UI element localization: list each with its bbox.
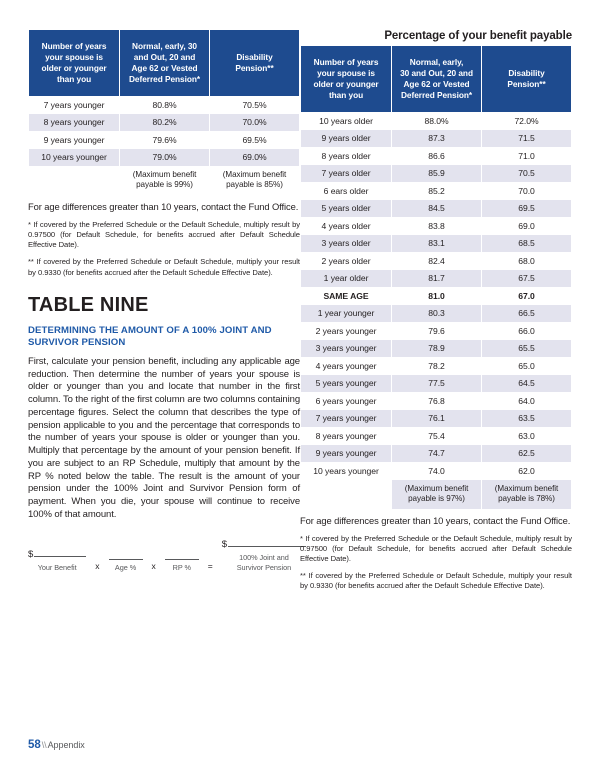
- cell-max-disability: [482, 480, 571, 509]
- dollar-sign-result: $: [221, 539, 228, 551]
- header-line: Disability: [508, 68, 545, 79]
- header-line: than you: [56, 73, 92, 84]
- cell-label: 10 years younger: [29, 149, 119, 167]
- cell-label: 9 years older: [301, 130, 391, 148]
- formula-result-field: [222, 535, 306, 571]
- page-title: TABLE NINE: [28, 293, 149, 316]
- header-line: your spouse is: [45, 52, 103, 63]
- table-row: [301, 340, 571, 358]
- cell-label: 8 years younger: [29, 114, 119, 132]
- max-line: payable is 78%): [498, 493, 555, 503]
- formula-label-result: [222, 553, 306, 571]
- cell-disability: 62.5: [482, 445, 571, 463]
- table-row: [301, 445, 571, 463]
- table-row: [301, 427, 571, 445]
- table-row: [301, 165, 571, 183]
- header-line: Normal, early, 30: [132, 41, 197, 52]
- footnote-single-asterisk: * If covered by the Preferred Schedule or the Default Schedule, multiply result by 0.97500 (for Default Schedule, for benefits accrued after Default Schedule Effective Date).: [300, 533, 572, 563]
- cell-label: 5 years older: [301, 200, 391, 218]
- cell-normal: 79.6%: [120, 131, 209, 149]
- table-header-normal-pension: [120, 30, 209, 96]
- table-header-normal-pension: [392, 46, 481, 112]
- table-header-row: [301, 46, 571, 112]
- header-line: Normal, early,: [409, 57, 464, 68]
- table-row: [29, 114, 299, 132]
- table-row: [301, 462, 571, 480]
- cell-disability: 72.0%: [482, 112, 571, 130]
- table-max-benefit-row: [301, 480, 571, 509]
- benefit-blank-line[interactable]: [34, 545, 86, 557]
- cell-disability: 69.5%: [210, 131, 299, 149]
- max-line: (Maximum benefit: [132, 170, 197, 179]
- footnote-single-asterisk: * If covered by the Preferred Schedule or the Default Schedule, multiply result by 0.97500 (for Default Schedule, for benefits accrued after Default Schedule Effective Date).: [28, 220, 300, 250]
- table-row: [29, 96, 299, 114]
- max-line: payable is 99%): [136, 180, 193, 190]
- page-footer: [28, 739, 85, 751]
- cell-disability: 63.5: [482, 410, 571, 428]
- cell-normal: 74.0: [392, 462, 481, 480]
- result-label-line: 100% Joint and: [239, 553, 289, 563]
- header-line: Deferred Pension*: [128, 73, 201, 84]
- cell-label: 3 years older: [301, 235, 391, 253]
- header-line: Number of years: [313, 57, 379, 68]
- cell-label: 2 years older: [301, 252, 391, 270]
- cell-disability: 70.0%: [210, 114, 299, 132]
- table-header-years: [301, 46, 391, 112]
- formula-label-rp: RP %: [172, 562, 191, 572]
- max-line: (Maximum benefit: [494, 483, 559, 493]
- max-line: (Maximum benefit: [404, 483, 469, 493]
- cell-label: 6 ears older: [301, 182, 391, 200]
- cell-label: 2 years younger: [301, 322, 391, 340]
- cell-disability: 64.0: [482, 392, 571, 410]
- cell-label: 4 years younger: [301, 357, 391, 375]
- max-line: (Maximum benefit: [222, 170, 287, 179]
- table-header-disability-pension: [210, 30, 299, 96]
- table-row: [301, 200, 571, 218]
- cell-disability: 71.0: [482, 147, 571, 165]
- left-percentage-table: [28, 30, 300, 195]
- section-subheading: DETERMINING THE AMOUNT OF A 100% JOINT AND SURVIVOR PENSION: [28, 324, 272, 348]
- table-max-benefit-row: [29, 166, 299, 195]
- cell-normal: 78.2: [392, 357, 481, 375]
- joint-survivor-formula: [28, 535, 300, 595]
- cell-normal: 85.2: [392, 182, 481, 200]
- cell-disability: 68.5: [482, 235, 571, 253]
- cell-label: 6 years younger: [301, 392, 391, 410]
- cell-normal: 79.6: [392, 322, 481, 340]
- table-row: [301, 287, 571, 305]
- multiply-operator-1: x: [95, 560, 100, 571]
- cell-blank: [29, 166, 119, 195]
- cell-normal: 77.5: [392, 375, 481, 393]
- cell-normal: 87.3: [392, 130, 481, 148]
- cell-max-normal: [120, 166, 209, 195]
- cell-label: 1 year older: [301, 270, 391, 288]
- max-line: payable is 97%): [408, 493, 465, 503]
- cell-max-disability: [210, 166, 299, 195]
- dollar-sign: $: [28, 548, 34, 560]
- cell-normal: 76.1: [392, 410, 481, 428]
- cell-normal: 88.0%: [392, 112, 481, 130]
- header-line: than you: [328, 89, 364, 100]
- formula-row: [28, 535, 300, 571]
- max-line: payable is 85%): [226, 180, 283, 190]
- cell-label: 7 years younger: [29, 96, 119, 114]
- header-line: and Out, 20 and: [133, 52, 196, 63]
- cell-disability: 70.5: [482, 165, 571, 183]
- table-header-row: [29, 30, 299, 96]
- cell-label: 10 years younger: [301, 462, 391, 480]
- left-table-body: [29, 96, 299, 195]
- table-row: [301, 410, 571, 428]
- age-blank-line[interactable]: [109, 548, 143, 560]
- multiply-operator-2: x: [151, 560, 156, 571]
- table-row: [301, 112, 571, 130]
- cell-blank: [301, 480, 391, 509]
- cell-label: 10 years older: [301, 112, 391, 130]
- cell-disability: 65.5: [482, 340, 571, 358]
- header-line: older or younger: [313, 79, 379, 89]
- cell-normal: 83.8: [392, 217, 481, 235]
- header-line: Pension**: [507, 79, 546, 89]
- cell-label: 9 years younger: [301, 445, 391, 463]
- cell-disability: 62.0: [482, 462, 571, 480]
- result-label-line: Survivor Pension: [236, 562, 292, 572]
- contact-fund-office-note: For age differences greater than 10 years, contact the Fund Office.: [28, 201, 299, 213]
- page-number: 58: [28, 739, 41, 751]
- table-row: [301, 252, 571, 270]
- cell-disability: 69.5: [482, 200, 571, 218]
- table-row: [301, 182, 571, 200]
- cell-label: 7 years older: [301, 165, 391, 183]
- header-line: Number of years: [41, 41, 107, 52]
- formula-rp-field: [165, 548, 199, 572]
- cell-normal: 75.4: [392, 427, 481, 445]
- header-line: Disability: [236, 52, 273, 63]
- cell-label: 8 years older: [301, 147, 391, 165]
- cell-normal: 74.7: [392, 445, 481, 463]
- result-blank-line[interactable]: [228, 535, 306, 547]
- header-line: your spouse is: [317, 68, 375, 79]
- cell-disability: 64.5: [482, 375, 571, 393]
- cell-label: 8 years younger: [301, 427, 391, 445]
- table-row: [29, 131, 299, 149]
- cell-normal: 76.8: [392, 392, 481, 410]
- table-row: [29, 149, 299, 167]
- cell-label: 5 years younger: [301, 375, 391, 393]
- cell-normal: 80.2%: [120, 114, 209, 132]
- cell-disability: 66.0: [482, 322, 571, 340]
- cell-normal: 86.6: [392, 147, 481, 165]
- table-row: [301, 357, 571, 375]
- header-line: Deferred Pension*: [400, 89, 473, 100]
- cell-disability: 69.0%: [210, 149, 299, 167]
- cell-max-normal: [392, 480, 481, 509]
- cell-normal: 81.0: [392, 287, 481, 305]
- cell-label: 7 years younger: [301, 410, 391, 428]
- table-row: [301, 392, 571, 410]
- cell-normal: 82.4: [392, 252, 481, 270]
- header-line: older or younger: [41, 63, 107, 73]
- cell-disability: 67.0: [482, 287, 571, 305]
- table-row: [301, 305, 571, 323]
- formula-age-field: [109, 548, 143, 572]
- cell-disability: 63.0: [482, 427, 571, 445]
- header-line: 30 and Out, 20 and: [400, 68, 473, 79]
- table-subtitle: Percentage of your benefit payable: [384, 30, 572, 42]
- cell-disability: 70.0: [482, 182, 571, 200]
- cell-normal: 84.5: [392, 200, 481, 218]
- equals-operator: =: [207, 560, 213, 571]
- cell-disability: 69.0: [482, 217, 571, 235]
- table-row: [301, 322, 571, 340]
- cell-normal: 78.9: [392, 340, 481, 358]
- cell-normal: 85.9: [392, 165, 481, 183]
- header-line: Age 62 or Vested: [131, 63, 198, 73]
- table-row: [301, 147, 571, 165]
- instructions-paragraph: First, calculate your pension benefit, including any applicable age reduction. Then determine the number of years your spouse is older or younger than you and locate that number in the first column. To the right of the first column are two columns containing percentage figures. Select the column that describes the type of pension applicable to you and the percentage that corresponds to the number of years your spouse is older or younger than you. Multiply that percentage by the amount of your pension benefit. If you are subject to an RP Schedule, multiply that amount by the RP % noted below the table. The result is the amount of your pension under the 100% Joint and Survivor Pension form of payment. When you die, your spouse will continue to receive 100% of that amount.: [28, 356, 300, 520]
- table-row: [301, 130, 571, 148]
- formula-label-benefit: Your Benefit: [37, 562, 77, 572]
- cell-disability: 67.5: [482, 270, 571, 288]
- table-row: [301, 375, 571, 393]
- footnote-double-asterisk: ** If covered by the Preferred Schedule or Default Schedule, multiply your result by 0.9330 (for benefits accrued after the Default Schedule Effective Date).: [28, 257, 300, 277]
- header-line: Age 62 or Vested: [403, 79, 470, 89]
- table-header-disability-pension: [482, 46, 571, 112]
- footnote-double-asterisk: ** If covered by the Preferred Schedule or Default Schedule, multiply your result by 0.9330 (for benefits accrued after the Default Schedule Effective Date).: [300, 570, 572, 590]
- formula-benefit-field: [28, 545, 86, 572]
- cell-normal: 79.0%: [120, 149, 209, 167]
- table-row: [301, 270, 571, 288]
- table-header-years: [29, 30, 119, 96]
- cell-label: SAME AGE: [301, 287, 391, 305]
- left-column: [28, 30, 300, 595]
- cell-disability: 70.5%: [210, 96, 299, 114]
- rp-blank-line[interactable]: [165, 548, 199, 560]
- cell-label: 9 years younger: [29, 131, 119, 149]
- right-column: [300, 30, 572, 591]
- right-percentage-table: [300, 46, 572, 509]
- header-line: Pension**: [235, 63, 274, 73]
- table-row: [301, 235, 571, 253]
- cell-normal: 81.7: [392, 270, 481, 288]
- cell-disability: 66.5: [482, 305, 571, 323]
- cell-normal: 80.8%: [120, 96, 209, 114]
- cell-disability: 71.5: [482, 130, 571, 148]
- contact-fund-office-note: For age differences greater than 10 years, contact the Fund Office.: [300, 514, 571, 526]
- footer-separator: \\: [41, 740, 47, 750]
- cell-disability: 65.0: [482, 357, 571, 375]
- table-row: [301, 217, 571, 235]
- formula-label-age: Age %: [114, 562, 137, 572]
- cell-normal: 83.1: [392, 235, 481, 253]
- cell-label: 1 year younger: [301, 305, 391, 323]
- cell-normal: 80.3: [392, 305, 481, 323]
- cell-disability: 68.0: [482, 252, 571, 270]
- cell-label: 4 years older: [301, 217, 391, 235]
- footer-section-label: Appendix: [47, 740, 85, 750]
- cell-label: 3 years younger: [301, 340, 391, 358]
- right-table-body: [301, 112, 571, 509]
